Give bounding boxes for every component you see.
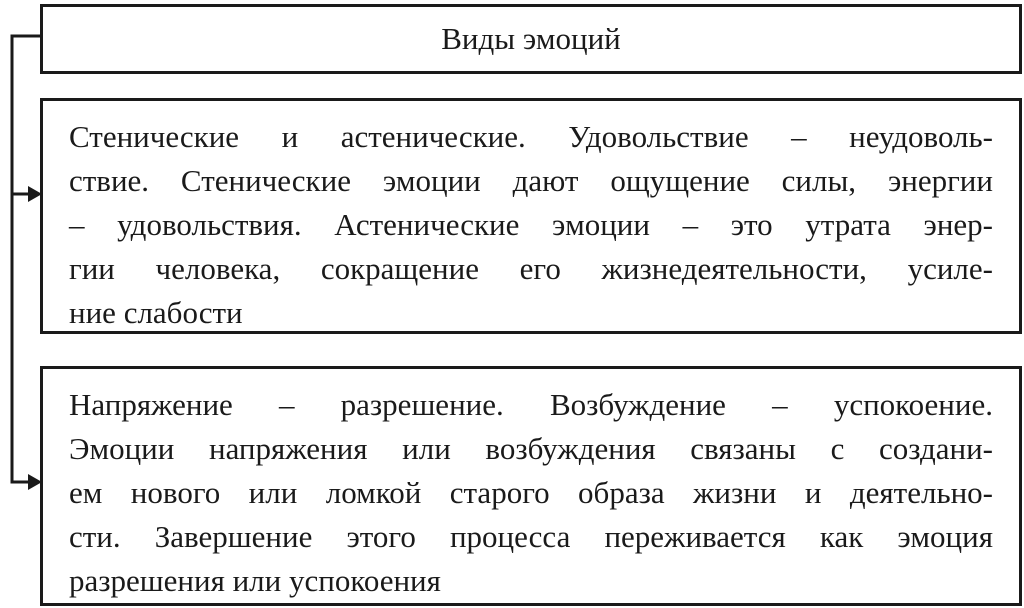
text-line: разрешения или успокоения [69,563,441,598]
text-line: – удовольствия. Астенические эмоции – это утрата энер- [69,207,993,242]
connector-bracket [12,36,42,482]
emotion-type-box-sthenic-asthenic [40,98,1022,334]
title-box [40,4,1022,74]
emotion-type-box-tension-resolution [40,366,1022,606]
text-line: Напряжение – разрешение. Возбуждение – успокоение. [69,387,993,422]
diagram-title: Виды эмоций [441,21,621,56]
text-line: Стенические и астенические. Удовольствие – неудоволь- [69,119,993,154]
text-line: ствие. Стенические эмоции дают ощущение силы, энергии [69,163,993,198]
text-line: сти. Завершение этого процесса переживается как эмоция [69,519,993,554]
text-line: ние слабости [69,295,243,330]
text-line: Эмоции напряжения или возбуждения связаны с создани- [69,431,993,466]
text-line: гии человека, сокращение его жизнедеятельности, усиле- [69,251,993,286]
text-line: ем нового или ломкой старого образа жизни и деятельно- [69,475,993,510]
